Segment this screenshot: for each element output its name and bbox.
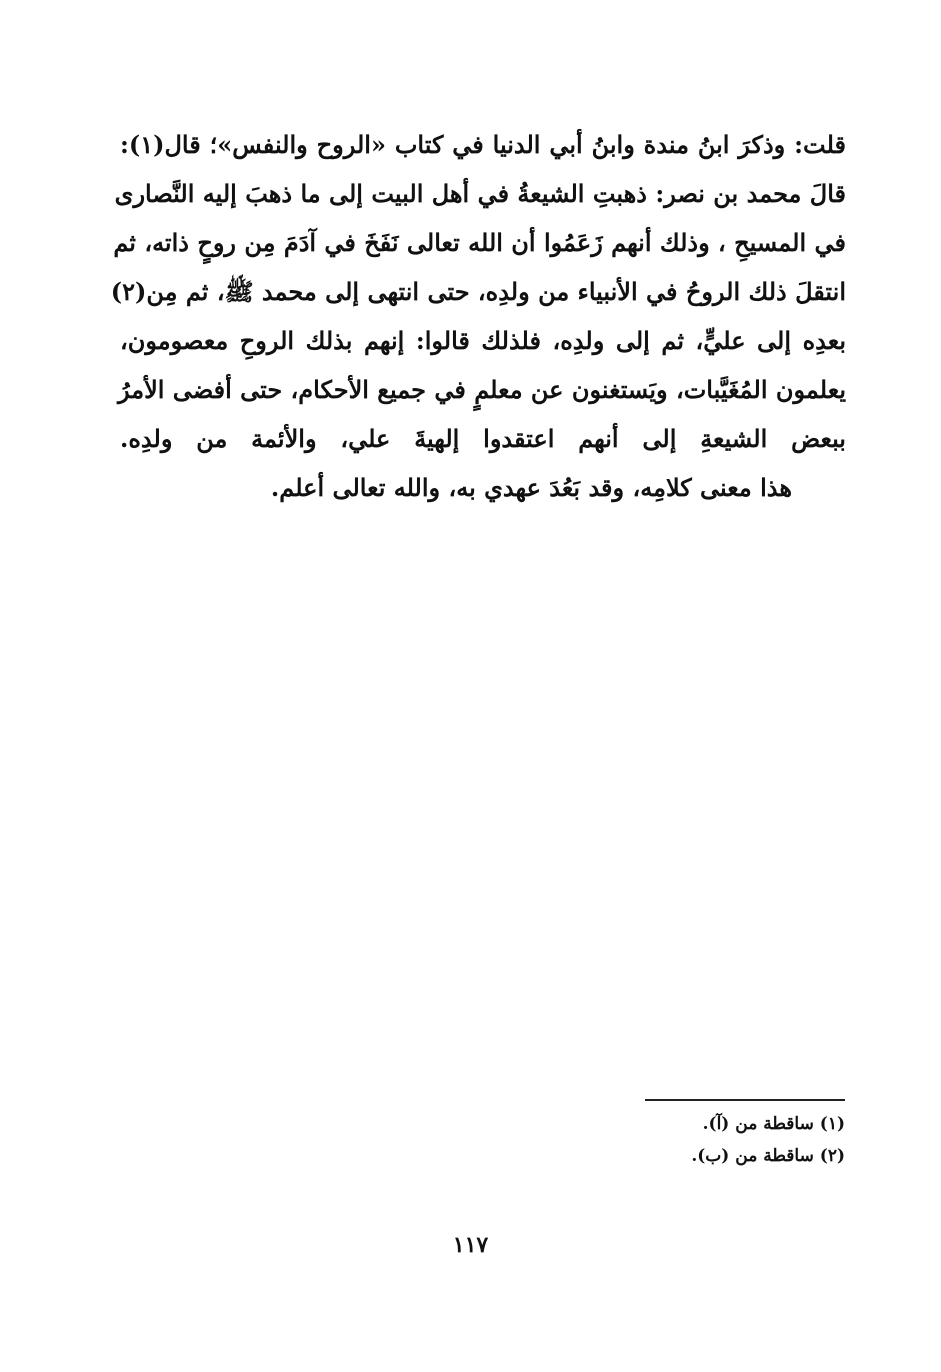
footnote-1: (١) ساقطة من (آ).	[702, 1114, 845, 1134]
text-line: يعلمون المُغَيَّبات، ويَستغنون عن معلمٍ في جميع الأحكام، حتى أفضى الأمرُ	[118, 375, 846, 404]
text-line: قلت: وذكرَ ابنُ مندة وابنُ أبي الدنيا في كتاب «الروح والنفس»؛ قال(١):	[120, 130, 846, 159]
main-text-block	[110, 120, 846, 512]
footnote-divider	[645, 1099, 845, 1101]
text-line: بعدِه إلى عليٍّ، ثم إلى ولدِه، فلذلك قالوا: إنهم بذلك الروحِ معصومون،	[120, 326, 846, 355]
text-line: انتقلَ ذلك الروحُ في الأنبياء من ولدِه، حتى انتهى إلى محمد ﷺ، ثم مِن(٢)	[110, 277, 846, 306]
closing-line: هذا معنى كلامِه، وقد بَعُدَ عهدي به، والله تعالى أعلم.	[270, 473, 792, 502]
text-line: في المسيحِ ، وذلك أنهم زَعَمُوا أن الله تعالى نَفَخَ في آدَمَ مِن روحٍ ذاته، ثم	[113, 228, 846, 257]
text-line: ببعض الشيعةِ إلى أنهم اعتقدوا إلهيةَ علي، والأئمة من ولدِه.	[120, 424, 846, 453]
footnotes	[445, 1108, 845, 1172]
page-number: ١١٧	[452, 1232, 489, 1258]
footnote-2: (٢) ساقطة من (ب).	[691, 1146, 845, 1166]
text-line: قالَ محمد بن نصر: ذهبتِ الشيعةُ في أهل البيت إلى ما ذهبَ إليه النَّصارى	[114, 179, 846, 208]
